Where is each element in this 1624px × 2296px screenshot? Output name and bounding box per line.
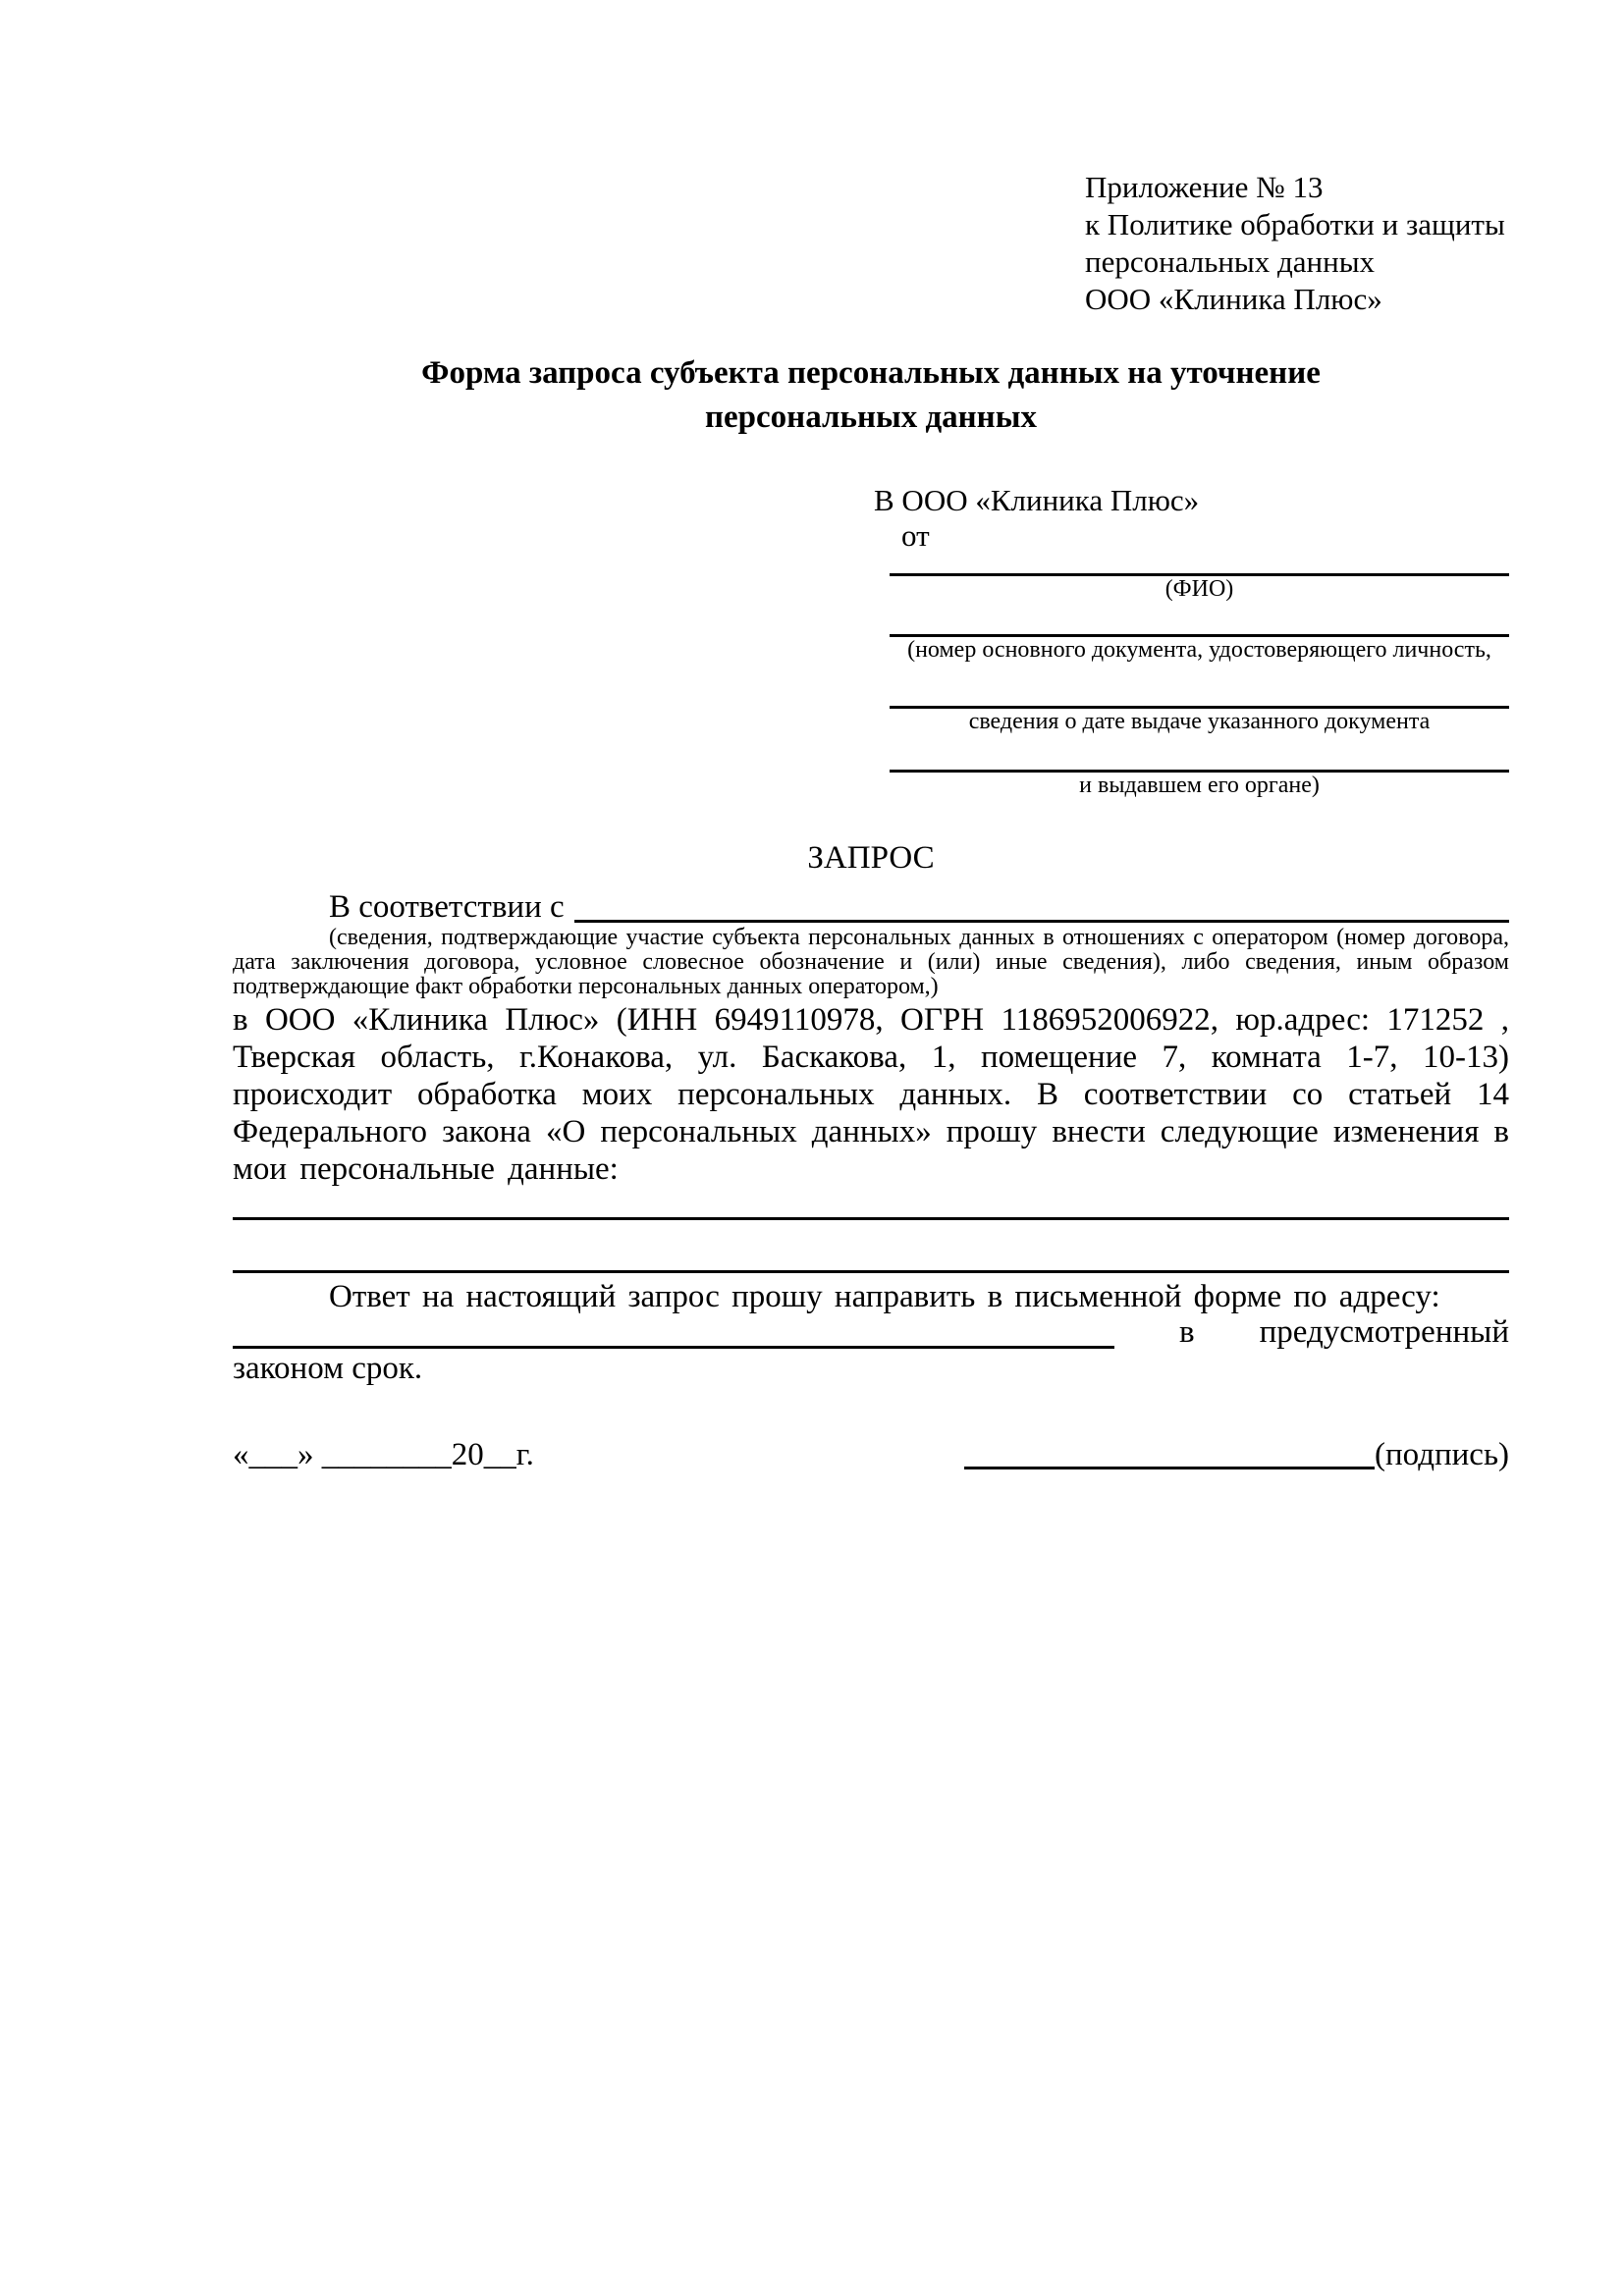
document-number-input-line[interactable] bbox=[890, 602, 1509, 637]
fio-caption: (ФИО) bbox=[1164, 576, 1234, 602]
changes-input-line-1[interactable] bbox=[233, 1217, 1509, 1220]
issuing-authority-caption: и выдавшем его органе) bbox=[1079, 773, 1320, 798]
request-heading: ЗАПРОС bbox=[807, 840, 935, 876]
date-blank[interactable]: «___» ________20__г. bbox=[233, 1437, 534, 1472]
fio-input-line[interactable] bbox=[890, 552, 1509, 576]
signature-area bbox=[964, 1433, 1509, 1476]
issue-date-input-line[interactable] bbox=[890, 663, 1509, 709]
basis-footnote: (сведения, подтверждающие участие субъекта персональных данных в отношениях с оператором (номер договора, дата заключения договора, условное словесное обозначение и (или) иные сведения), либо сведения, иным образом подтверждающие факт обработки персональных данных оператором,) bbox=[233, 925, 1509, 999]
reply-text-line-3: законом срок. bbox=[233, 1351, 423, 1386]
signature-input-line[interactable] bbox=[964, 1467, 1375, 1469]
document-title-line-2: персональных данных bbox=[705, 400, 1037, 435]
request-body-paragraph: в ООО «Клиника Плюс» (ИНН 6949110978, ОГРН 1186952006922, юр.адрес: 171252 , Тверская область, г.Конакова, ул. Баскакова, 1, помещение 7, комната 1-7, 10-13) происходит обработка моих персональных данных. В соответствии со статьей 14 Федерального закона «О персональных данных» прошу внести следующие изменения в мои персональные данные: bbox=[233, 1002, 1509, 1187]
document-content bbox=[233, 169, 1509, 1476]
addressee-block bbox=[874, 483, 1509, 798]
appendix-line-2: к Политике обработки и защиты bbox=[1085, 207, 1505, 241]
issue-date-caption: сведения о дате выдаче указанного документа bbox=[968, 709, 1431, 734]
document-title bbox=[233, 351, 1509, 440]
appendix-block bbox=[1085, 169, 1509, 318]
appendix-line-1: Приложение № 13 bbox=[1085, 170, 1324, 204]
reply-text-line-1: Ответ на настоящий запрос прошу направить в письменной форме по адресу: bbox=[329, 1279, 1440, 1314]
basis-input-line[interactable] bbox=[574, 920, 1509, 923]
basis-row bbox=[233, 888, 1509, 926]
signature-caption: (подпись) bbox=[1375, 1437, 1509, 1472]
appendix-line-4: ООО «Клиника Плюс» bbox=[1085, 282, 1382, 316]
document-number-caption: (номер основного документа, удостоверяющего личность, bbox=[907, 637, 1491, 663]
reply-tail-word-2: предусмотренный bbox=[1259, 1314, 1509, 1350]
from-label: от bbox=[901, 518, 930, 553]
document-title-line-1: Форма запроса субъекта персональных данных на уточнение bbox=[421, 355, 1321, 391]
signature-row bbox=[233, 1433, 1509, 1476]
reply-paragraph bbox=[233, 1277, 1509, 1388]
basis-prefix: В соответствии с bbox=[329, 889, 565, 925]
addressee-organization: В ООО «Клиника Плюс» bbox=[874, 483, 1200, 517]
appendix-line-3: персональных данных bbox=[1085, 244, 1376, 279]
reply-address-row bbox=[233, 1316, 1509, 1349]
reply-tail-word-1: в bbox=[1179, 1314, 1195, 1350]
issuing-authority-input-line[interactable] bbox=[890, 734, 1509, 773]
changes-input-line-2[interactable] bbox=[233, 1270, 1509, 1273]
